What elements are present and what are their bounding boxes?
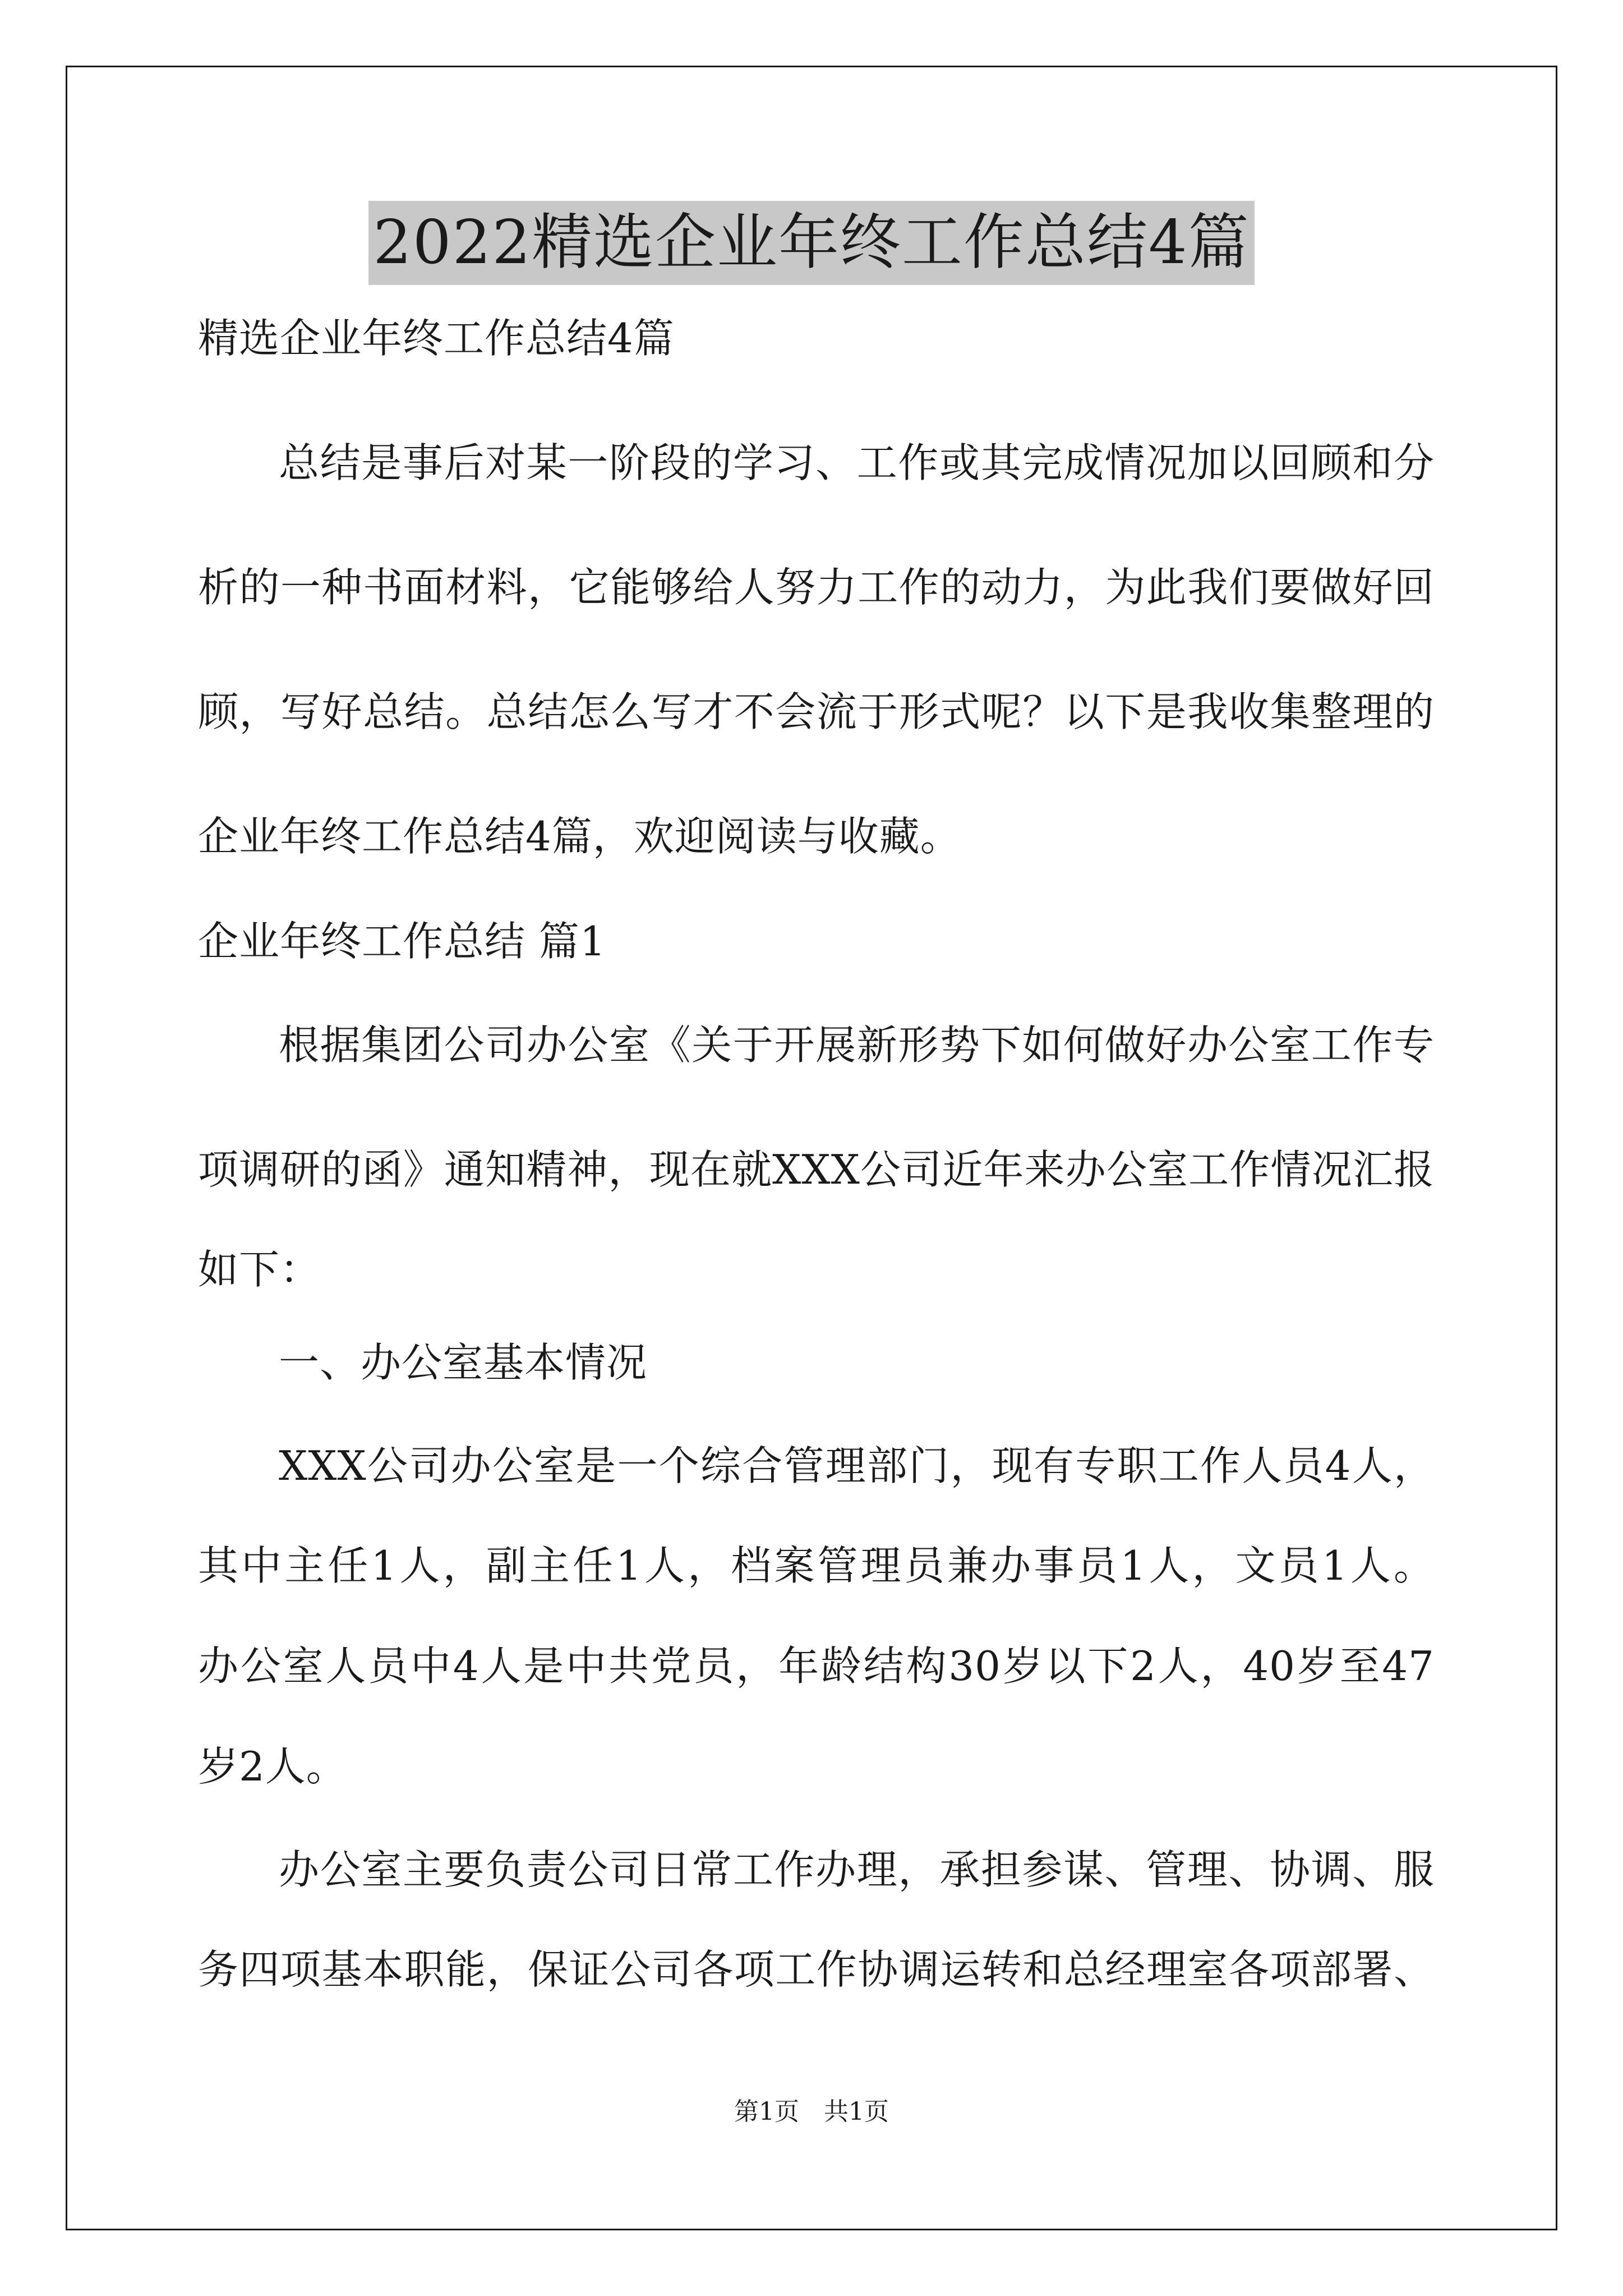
title-container	[0, 201, 1623, 285]
paragraph-line: 总结是事后对某一阶段的学习、工作或其完成情况加以回顾和分	[279, 439, 1435, 486]
paragraph-line: 办公室人员中4人是中共党员，年龄结构30岁以下2人，40岁至47	[198, 1642, 1435, 1690]
page-footer: 第1页 共1页	[734, 2097, 889, 2126]
paragraph-line: 项调研的函》通知精神，现在就XXX公司近年来办公室工作情况汇报	[198, 1146, 1435, 1193]
section-heading: 企业年终工作总结 篇1	[198, 918, 606, 965]
paragraph-line: 如下：	[198, 1246, 321, 1293]
paragraph-line: 顾，写好总结。总结怎么写才不会流于形式呢？以下是我收集整理的	[198, 688, 1435, 735]
paragraph-line: 析的一种书面材料，它能够给人努力工作的动力，为此我们要做好回	[198, 564, 1435, 611]
paragraph-line: 企业年终工作总结4篇，欢迎阅读与收藏。	[198, 813, 961, 860]
paragraph-line: 办公室主要负责公司日常工作办理，承担参谋、管理、协调、服	[279, 1846, 1435, 1893]
paragraph-line: 根据集团公司办公室《关于开展新形势下如何做好办公室工作专	[279, 1022, 1435, 1069]
subsection-heading: 一、办公室基本情况	[279, 1339, 648, 1386]
document-title: 2022精选企业年终工作总结4篇	[368, 201, 1255, 285]
paragraph-line: 务四项基本职能，保证公司各项工作协调运转和总经理室各项部署、	[198, 1946, 1435, 1993]
subtitle-line: 精选企业年终工作总结4篇	[198, 315, 675, 362]
paragraph-line: 岁2人。	[198, 1743, 347, 1790]
paragraph-line: 其中主任1人，副主任1人，档案管理员兼办事员1人，文员1人。	[198, 1542, 1435, 1589]
paragraph-line: XXX公司办公室是一个综合管理部门，现有专职工作人员4人，	[279, 1442, 1435, 1489]
